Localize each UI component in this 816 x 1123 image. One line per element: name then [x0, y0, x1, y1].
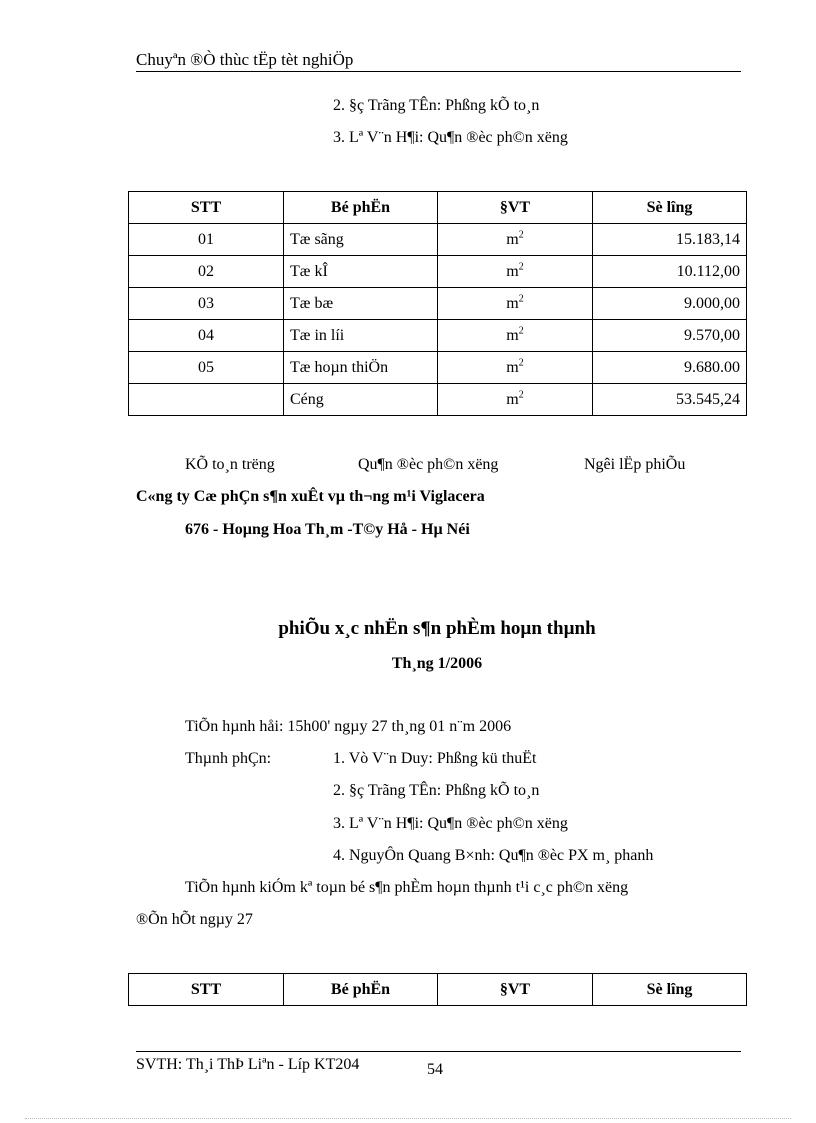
column-header-part: Bé phËn [284, 974, 438, 1006]
cell-quantity: 10.112,00 [593, 256, 747, 288]
quantity-table-2 [128, 973, 747, 1006]
member-line: 3. Lª V¨n H¶i: Qu¶n ®èc ph©n xëng [333, 129, 568, 146]
table-row [129, 256, 747, 288]
table-row [129, 352, 747, 384]
footer-divider [136, 1051, 741, 1052]
table-header-row [129, 192, 747, 224]
cell-unit: $m^2$ [438, 224, 593, 256]
cell-stt: 01 [129, 224, 284, 256]
table-row [129, 320, 747, 352]
header-divider [136, 71, 741, 72]
member-line: 4. NguyÔn Quang B×nh: Qu¶n ®èc PX m¸ phanh [333, 847, 654, 864]
document-month: Th¸ng 1/2006 [391, 655, 483, 672]
page-number: 54 [427, 1061, 443, 1078]
cell-quantity: 9.000,00 [593, 288, 747, 320]
quantity-table [128, 191, 747, 416]
company-address: 676 - Hoµng Hoa Th¸m -T©y Hå - Hµ Néi [185, 521, 470, 538]
column-header-part: Bé phËn [284, 192, 438, 224]
member-line: 2. §ç Trãng TÊn: Phßng kÕ to¸n [333, 97, 540, 114]
cell-unit: $m^2$ [438, 288, 593, 320]
cell-quantity: 9.680.00 [593, 352, 747, 384]
cell-quantity: 15.183,14 [593, 224, 747, 256]
header-title: Chuyªn ®Ò thùc tËp tèt nghiÖp [136, 50, 354, 69]
page-edge-divider [25, 1118, 791, 1119]
cell-quantity: 53.545,24 [593, 384, 747, 416]
member-line: 1. Vò V¨n Duy: Phßng kü thuËt [333, 750, 537, 767]
signature-manager: Qu¶n ®èc ph©n xëng [358, 456, 499, 473]
composition-label: Thµnh phÇn: [185, 750, 272, 767]
column-header-unit: §VT [438, 192, 593, 224]
table-row [129, 288, 747, 320]
company-name: C«ng ty Cæ phÇn s¶n xuÊt vµ th¬ng m¹i Viglacera [136, 488, 485, 505]
cell-unit: $m^2$ [438, 384, 593, 416]
cell-part: Tæ hoµn thiÖn [284, 352, 438, 384]
footer-student: SVTH: Th¸i ThÞ Liªn - Líp KT204 [136, 1056, 360, 1073]
cell-stt: 03 [129, 288, 284, 320]
cell-stt: 04 [129, 320, 284, 352]
cell-unit: $m^2$ [438, 320, 593, 352]
cell-unit: $m^2$ [438, 352, 593, 384]
table-row [129, 224, 747, 256]
check-line: TiÕn hµnh kiÓm kª toµn bé s¶n phÈm hoµn thµnh t¹i c¸c ph©n xëng [185, 879, 629, 896]
cell-part: Céng [284, 384, 438, 416]
signature-accountant: KÕ to¸n trëng [185, 456, 275, 473]
table-total-row [129, 384, 747, 416]
time-line: TiÕn hµnh håi: 15h00' ngµy 27 th¸ng 01 n¨m 2006 [185, 718, 512, 735]
cell-stt: 02 [129, 256, 284, 288]
column-header-unit: §VT [438, 974, 593, 1006]
column-header-stt: STT [129, 192, 284, 224]
document-title: phiÕu x¸c nhËn s¶n phÈm hoµn thµnh [278, 618, 596, 639]
signature-creator: Ngêi lËp phiÕu [584, 456, 686, 473]
cell-unit: $m^2$ [438, 256, 593, 288]
cell-stt: 05 [129, 352, 284, 384]
column-header-quantity: Sè lîng [593, 974, 747, 1006]
cell-part: Tæ in líi [284, 320, 438, 352]
column-header-quantity: Sè lîng [593, 192, 747, 224]
cell-quantity: 9.570,00 [593, 320, 747, 352]
cell-part: Tæ kÎ [284, 256, 438, 288]
cell-stt [129, 384, 284, 416]
check-line-continued: ®Õn hÕt ngµy 27 [136, 911, 253, 928]
column-header-stt: STT [129, 974, 284, 1006]
member-line: 2. §ç Trãng TÊn: Phßng kÕ to¸n [333, 782, 540, 799]
table-header-row [129, 974, 747, 1006]
cell-part: Tæ sãng [284, 224, 438, 256]
cell-part: Tæ bæ [284, 288, 438, 320]
member-line: 3. Lª V¨n H¶i: Qu¶n ®èc ph©n xëng [333, 815, 568, 832]
